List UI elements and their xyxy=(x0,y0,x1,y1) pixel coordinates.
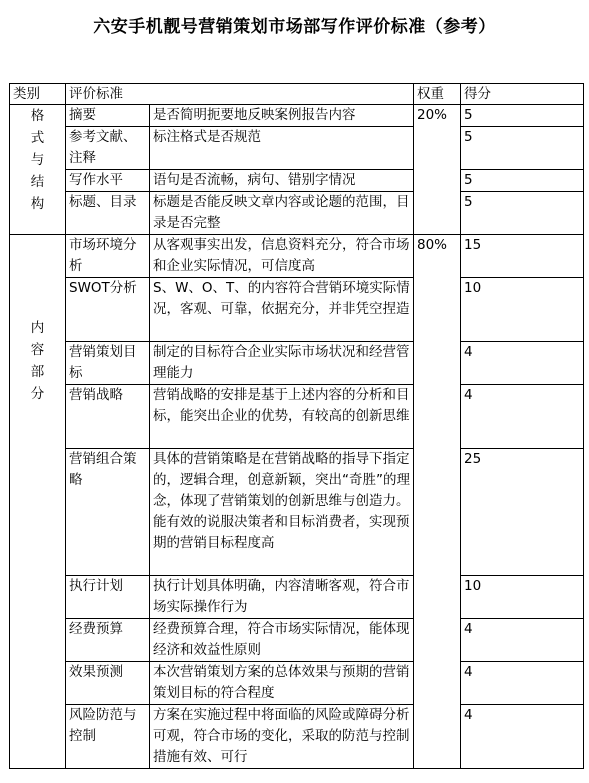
table-row xyxy=(10,192,584,235)
description-paragraph: 能有效的说服决策者和目标消费者，实现预期的营销目标程度高 xyxy=(153,514,410,551)
header-category: 类别 xyxy=(10,84,66,105)
weight-cell: 80% xyxy=(414,235,461,769)
criterion-cell: 风险防范与控制 xyxy=(66,705,150,769)
table-row xyxy=(10,449,584,576)
criterion-cell: 营销组合策略 xyxy=(66,449,150,576)
table-row xyxy=(10,342,584,385)
table-row xyxy=(10,105,584,127)
score-cell: 5 xyxy=(461,170,584,192)
description-cell: 经费预算合理，符合市场实际情况，能体现经济和效益性原则 xyxy=(150,619,414,662)
criterion-cell: 市场环境分析 xyxy=(66,235,150,278)
description-cell: 本次营销策划方案的总体效果与预期的营销策划目标的符合程度 xyxy=(150,662,414,705)
criterion-cell: 参考文献、注释 xyxy=(66,127,150,170)
score-cell: 5 xyxy=(461,127,584,170)
table-row xyxy=(10,170,584,192)
description-cell: 制定的目标符合企业实际市场状况和经营管理能力 xyxy=(150,342,414,385)
description-cell: 从客观事实出发，信息资料充分，符合市场和企业实际情况，可信度高 xyxy=(150,235,414,278)
description-cell: 执行计划具体明确，内容清晰客观，符合市场实际操作行为 xyxy=(150,576,414,619)
criterion-cell: 标题、目录 xyxy=(66,192,150,235)
table-row xyxy=(10,385,584,449)
description-cell: 营销战略的安排是基于上述内容的分析和目标，能突出企业的优势，有较高的创新思维 xyxy=(150,385,414,449)
table-row xyxy=(10,662,584,705)
score-cell: 15 xyxy=(461,235,584,278)
score-cell: 5 xyxy=(461,105,584,127)
category-format-structure: 格 式 与 结 构 xyxy=(10,105,66,235)
header-criteria: 评价标准 xyxy=(66,84,414,105)
score-cell: 4 xyxy=(461,619,584,662)
description-cell: 标题是否能反映文章内容或论题的范围，目录是否完整 xyxy=(150,192,414,235)
table-row xyxy=(10,127,584,170)
score-cell: 4 xyxy=(461,705,584,769)
score-cell: 4 xyxy=(461,662,584,705)
score-cell: 10 xyxy=(461,278,584,342)
description-cell: 语句是否流畅，病句、错别字情况 xyxy=(150,170,414,192)
score-cell: 5 xyxy=(461,192,584,235)
table-row xyxy=(10,705,584,769)
weight-cell: 20% xyxy=(414,105,461,235)
page-title: 六安手机靓号营销策划市场部写作评价标准（参考） xyxy=(93,17,496,37)
criterion-cell: 经费预算 xyxy=(66,619,150,662)
criterion-cell: 效果预测 xyxy=(66,662,150,705)
criterion-cell: 营销战略 xyxy=(66,385,150,449)
category-content: 内 容 部 分 xyxy=(10,235,66,769)
score-cell: 25 xyxy=(461,449,584,576)
description-cell: S、W、O、T、的内容符合营销环境实际情况，客观、可靠，依据充分，并非凭空捏造 xyxy=(150,278,414,342)
score-cell: 4 xyxy=(461,385,584,449)
criterion-cell: 摘要 xyxy=(66,105,150,127)
table-row xyxy=(10,278,584,342)
header-score: 得分 xyxy=(461,84,584,105)
description-cell xyxy=(150,449,414,576)
criterion-cell: 营销策划目标 xyxy=(66,342,150,385)
description-paragraph: 具体的营销策略是在营销战略的指导下指定的，逻辑合理，创意新颖，突出“奇胜”的理念，体现了营销策划的创新思维与创造力。 xyxy=(153,451,410,509)
score-cell: 4 xyxy=(461,342,584,385)
description-cell: 方案在实施过程中将面临的风险或障碍分析可观，符合市场的变化，采取的防范与控制措施有效、可行 xyxy=(150,705,414,769)
header-weight: 权重 xyxy=(414,84,461,105)
score-cell: 10 xyxy=(461,576,584,619)
criterion-cell: 写作水平 xyxy=(66,170,150,192)
criterion-cell: SWOT分析 xyxy=(66,278,150,342)
table-row xyxy=(10,576,584,619)
table-row xyxy=(10,235,584,278)
description-cell: 是否简明扼要地反映案例报告内容 xyxy=(150,105,414,127)
evaluation-table xyxy=(9,83,584,769)
criterion-cell: 执行计划 xyxy=(66,576,150,619)
table-header-row xyxy=(10,84,584,105)
description-cell: 标注格式是否规范 xyxy=(150,127,414,170)
table-row xyxy=(10,619,584,662)
